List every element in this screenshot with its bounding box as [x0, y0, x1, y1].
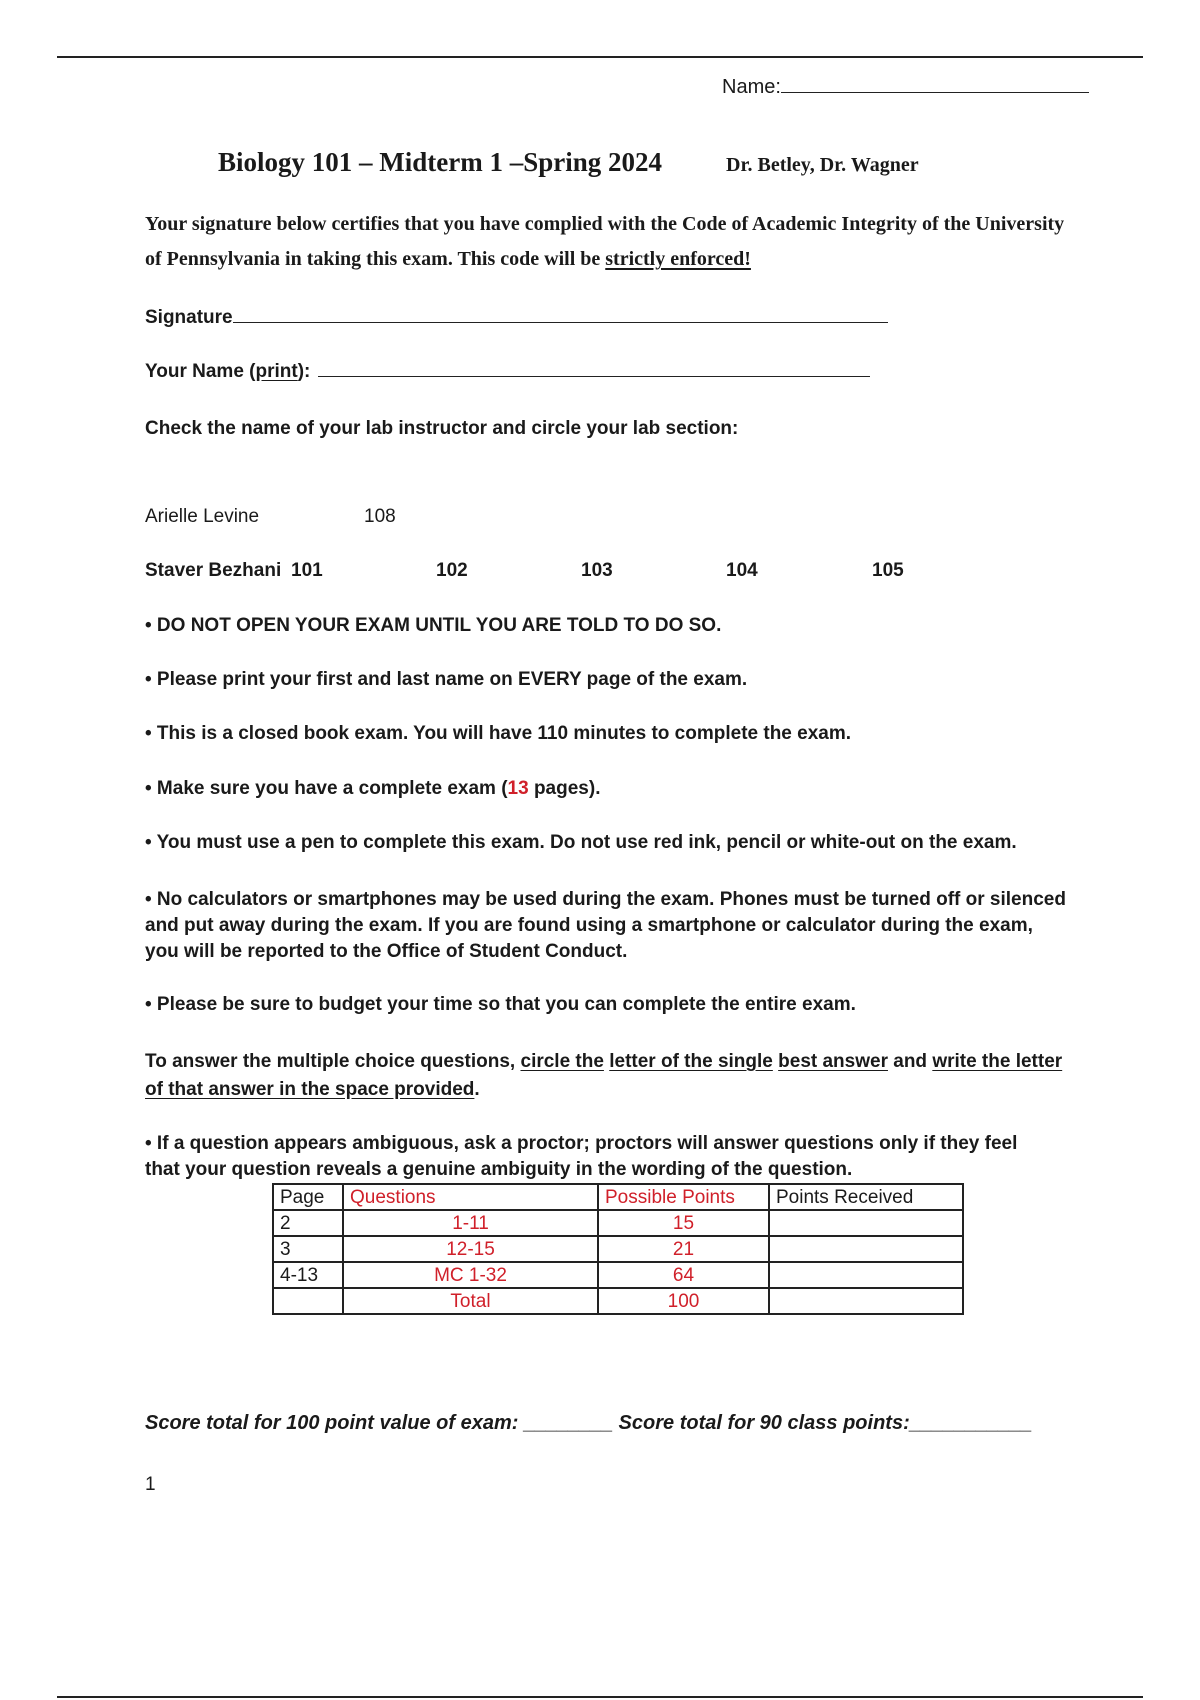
- cell-points: 64: [598, 1262, 769, 1288]
- rule-pen: • You must use a pen to complete this exam. Do not use red ink, pencil or white-out on the exam.: [145, 832, 1017, 853]
- lab-section-option[interactable]: 108: [364, 506, 396, 527]
- mc-underline: letter of the single: [609, 1051, 773, 1072]
- cell-questions: 1-11: [343, 1210, 598, 1236]
- mc-prefix: To answer the multiple choice questions,: [145, 1051, 521, 1072]
- integrity-emphasis: strictly enforced!: [605, 248, 751, 270]
- cell-page: 4-13: [273, 1262, 343, 1288]
- rule-calculators-line: and put away during the exam. If you are found using a smartphone or calculator during the exam,: [145, 915, 1033, 936]
- cell-received[interactable]: [769, 1262, 963, 1288]
- signature-label: Signature: [145, 307, 233, 328]
- exam-title: Biology 101 – Midterm 1 –Spring 2024: [218, 147, 662, 177]
- table-header-row: [273, 1184, 963, 1210]
- cell-page: [273, 1288, 343, 1314]
- lab-instruction: Check the name of your lab instructor and circle your lab section:: [145, 418, 739, 439]
- rule-calculators-line: • No calculators or smartphones may be used during the exam. Phones must be turned off or silenced: [145, 889, 1066, 910]
- table-row: [273, 1210, 963, 1236]
- name-field[interactable]: [722, 76, 1089, 99]
- integrity-text: Your signature below certifies that you have complied with the Code of Academic Integrity of the University of Pennsylvania in taking this exam. This code will be: [145, 213, 1065, 270]
- cell-points: 21: [598, 1236, 769, 1262]
- cell-points: 15: [598, 1210, 769, 1236]
- table-row: [273, 1262, 963, 1288]
- rule-calculators-line: you will be reported to the Office of Student Conduct.: [145, 941, 628, 962]
- rule-ambiguous-line: that your question reveals a genuine ambiguity in the wording of the question.: [145, 1159, 853, 1180]
- cell-received[interactable]: [769, 1288, 963, 1314]
- column-header: Points Received: [769, 1184, 963, 1210]
- score-90-label: Score total for 90 class points:: [618, 1412, 910, 1434]
- rule-complete-exam-before: • Make sure you have a complete exam (: [145, 778, 508, 799]
- cell-questions: Total: [343, 1288, 598, 1314]
- print-name-word: print: [255, 361, 298, 382]
- score-totals: [145, 1412, 1032, 1435]
- lab-instructor-name[interactable]: Arielle Levine: [145, 506, 260, 527]
- integrity-statement: [145, 207, 1085, 277]
- lab-section-option[interactable]: 101: [291, 560, 323, 581]
- mc-and: and: [887, 1051, 933, 1072]
- mc-end: .: [474, 1079, 480, 1100]
- page-number: 1: [145, 1474, 156, 1495]
- print-name-field[interactable]: [145, 361, 870, 383]
- signature-blank-line[interactable]: [233, 322, 888, 323]
- page-count: 13: [507, 778, 529, 799]
- rule-do-not-open: • DO NOT OPEN YOUR EXAM UNTIL YOU ARE TOLD TO DO SO.: [145, 615, 722, 636]
- cell-received[interactable]: [769, 1236, 963, 1262]
- table-row: [273, 1236, 963, 1262]
- mc-underline: of that answer in the space provided: [145, 1079, 475, 1100]
- mc-instructions: [145, 1048, 1062, 1104]
- bottom-rule: [57, 1696, 1143, 1698]
- top-rule: [57, 56, 1143, 58]
- column-header: Possible Points: [598, 1184, 769, 1210]
- cell-points: 100: [598, 1288, 769, 1314]
- mc-underline: best answer: [778, 1051, 888, 1072]
- rule-print-name: • Please print your first and last name on EVERY page of the exam.: [145, 669, 748, 690]
- lab-section-option[interactable]: 102: [436, 560, 468, 581]
- cell-page: 2: [273, 1210, 343, 1236]
- lab-section-option[interactable]: 103: [581, 560, 613, 581]
- name-label: Name:: [722, 76, 781, 98]
- print-name-prefix: Your Name (: [145, 361, 256, 382]
- rule-ambiguous-line: • If a question appears ambiguous, ask a proctor; proctors will answer questions only if they feel: [145, 1133, 1018, 1154]
- signature-field[interactable]: [145, 307, 888, 329]
- print-name-suffix: ):: [297, 361, 311, 382]
- rule-complete-exam: [145, 778, 600, 800]
- score-table: [272, 1183, 964, 1315]
- rule-closed-book: • This is a closed book exam. You will have 110 minutes to complete the exam.: [145, 723, 852, 744]
- mc-underline: write the letter: [932, 1051, 1063, 1072]
- column-header: Page: [273, 1184, 343, 1210]
- rule-calculators: [145, 887, 1066, 965]
- rule-complete-exam-after: pages).: [528, 778, 601, 799]
- score-100-blank[interactable]: ________: [524, 1412, 613, 1434]
- mc-underline: circle the: [520, 1051, 604, 1072]
- print-name-blank-line[interactable]: [318, 376, 870, 377]
- score-90-blank[interactable]: ___________: [909, 1412, 1033, 1434]
- name-blank-line[interactable]: [781, 92, 1089, 93]
- cell-questions: 12-15: [343, 1236, 598, 1262]
- column-header: Questions: [343, 1184, 598, 1210]
- rule-ambiguous: [145, 1131, 1017, 1183]
- lab-section-option[interactable]: 104: [726, 560, 758, 581]
- cell-received[interactable]: [769, 1210, 963, 1236]
- lab-instructor-name[interactable]: Staver Bezhani: [145, 560, 282, 581]
- instructors-line: Dr. Betley, Dr. Wagner: [726, 154, 919, 176]
- score-100-label: Score total for 100 point value of exam:: [145, 1412, 519, 1434]
- lab-section-option[interactable]: 105: [872, 560, 904, 581]
- table-row: [273, 1288, 963, 1314]
- cell-page: 3: [273, 1236, 343, 1262]
- cell-questions: MC 1-32: [343, 1262, 598, 1288]
- rule-budget-time: • Please be sure to budget your time so that you can complete the entire exam.: [145, 994, 856, 1015]
